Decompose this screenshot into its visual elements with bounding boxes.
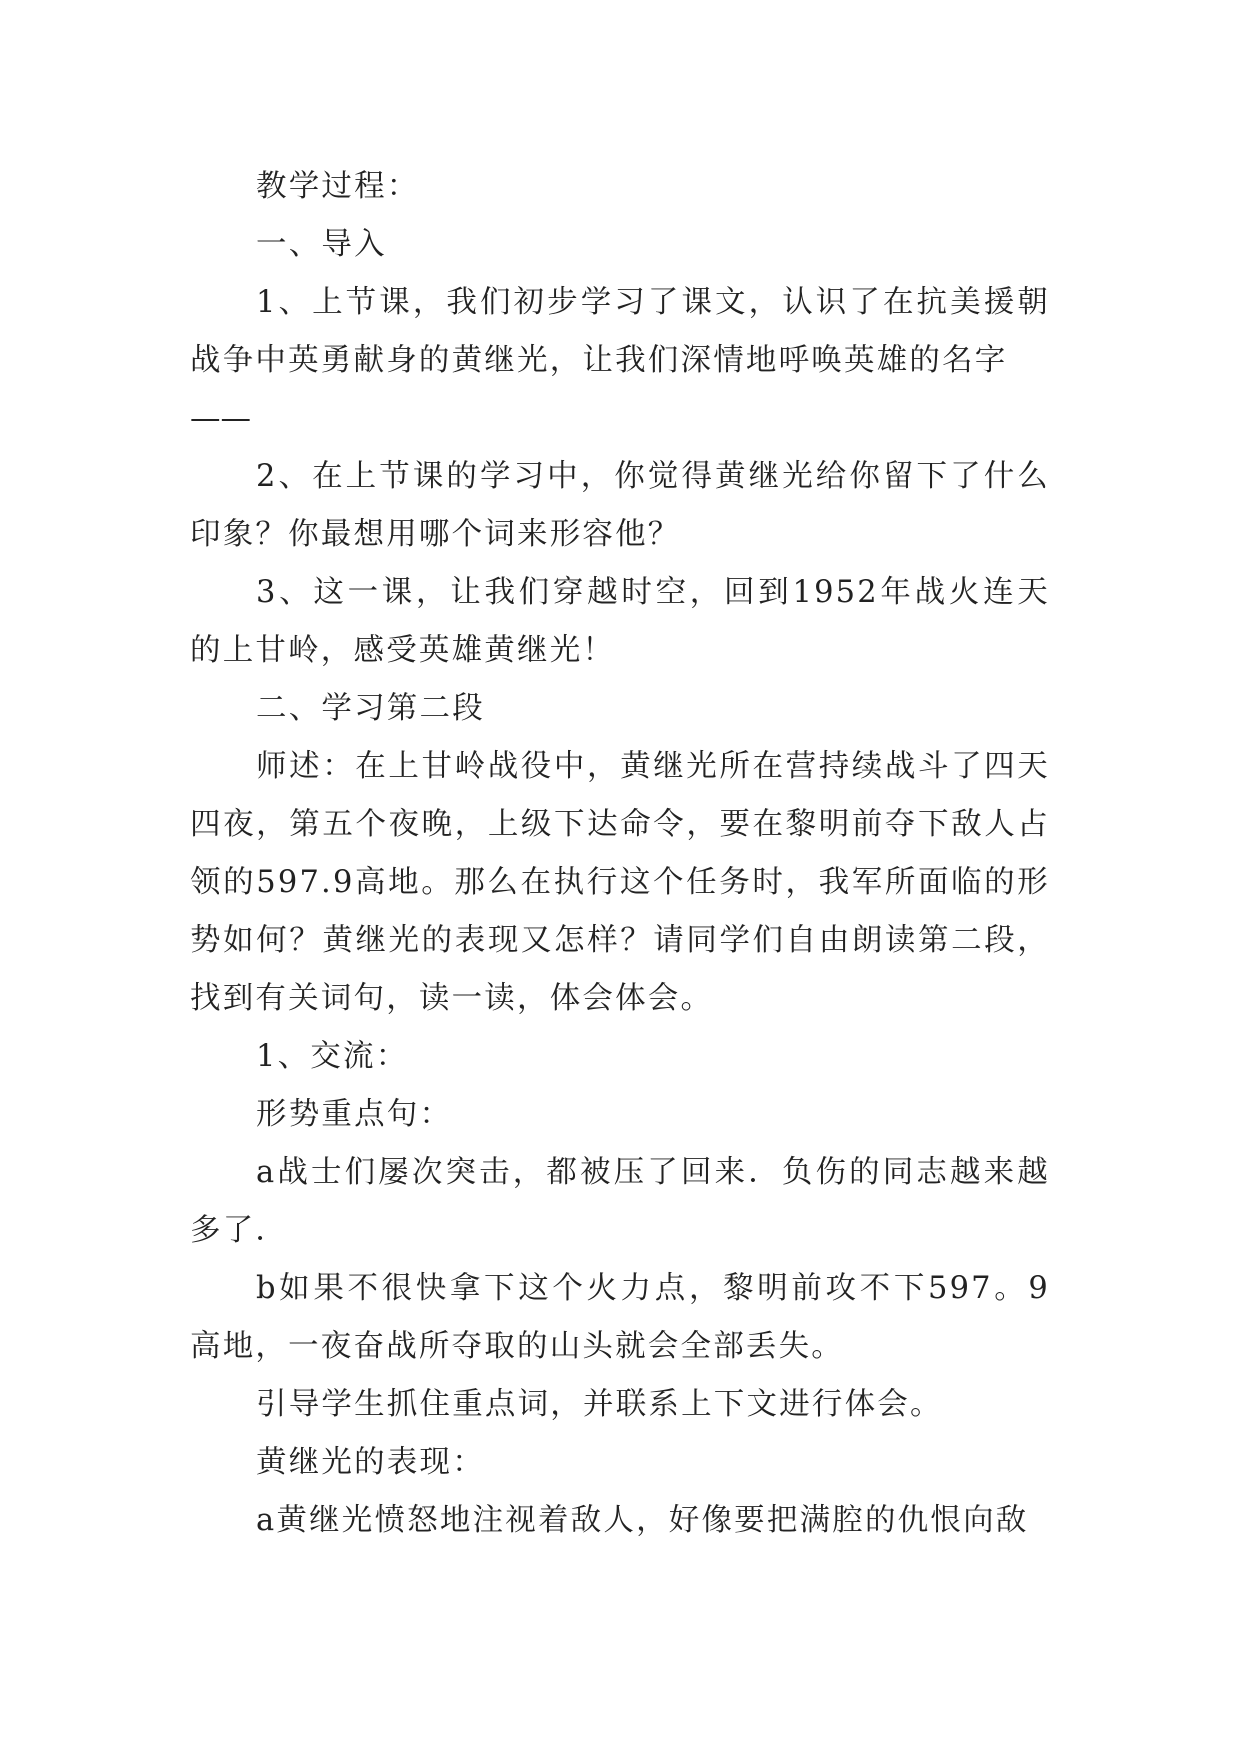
paragraph-teacher-narration: 师述：在上甘岭战役中，黄继光所在营持续战斗了四天四夜，第五个夜晚，上级下达命令，要在黎明前夺下敌人占领的597.9高地。那么在执行这个任务时，我军所面临的形势如何？黄继光的表现又怎样？请同学们自由朗读第二段，找到有关词句，读一读，体会体会。 [190,749,1050,1016]
paragraph-section-intro: 一、导入 [256,227,387,262]
paragraph-dash: —— [190,401,251,436]
paragraph-intro-2: 2、在上节课的学习中，你觉得黄继光给你留下了什么印象？你最想用哪个词来形容他？ [190,459,1050,552]
paragraph-performance-a: a黄继光愤怒地注视着敌人，好像要把满腔的仇恨向敌 [256,1503,1029,1538]
paragraph-guide: 引导学生抓住重点词，并联系上下文进行体会。 [256,1387,943,1422]
paragraph-process-heading: 教学过程： [256,169,420,204]
paragraph-situation-a: a战士们屡次突击，都被压了回来．负伤的同志越来越多了． [190,1155,1050,1248]
paragraph-situation-b: b如果不很快拿下这个火力点，黎明前攻不下597。9高地，一夜奋战所夺取的山头就会全部丢失。 [190,1271,1050,1364]
paragraph-exchange: 1、交流： [256,1039,409,1074]
paragraph-performance-heading: 黄继光的表现： [256,1445,485,1480]
paragraph-intro-3: 3、这一课，让我们穿越时空，回到1952年战火连天的上甘岭，感受英雄黄继光！ [190,575,1050,668]
paragraph-situation-heading: 形势重点句： [256,1097,453,1132]
document-body [190,158,1050,1550]
paragraph-section-two: 二、学习第二段 [256,691,485,726]
paragraph-intro-1: 1、上节课，我们初步学习了课文，认识了在抗美援朝战争中英勇献身的黄继光，让我们深情地呼唤英雄的名字 [190,285,1050,378]
